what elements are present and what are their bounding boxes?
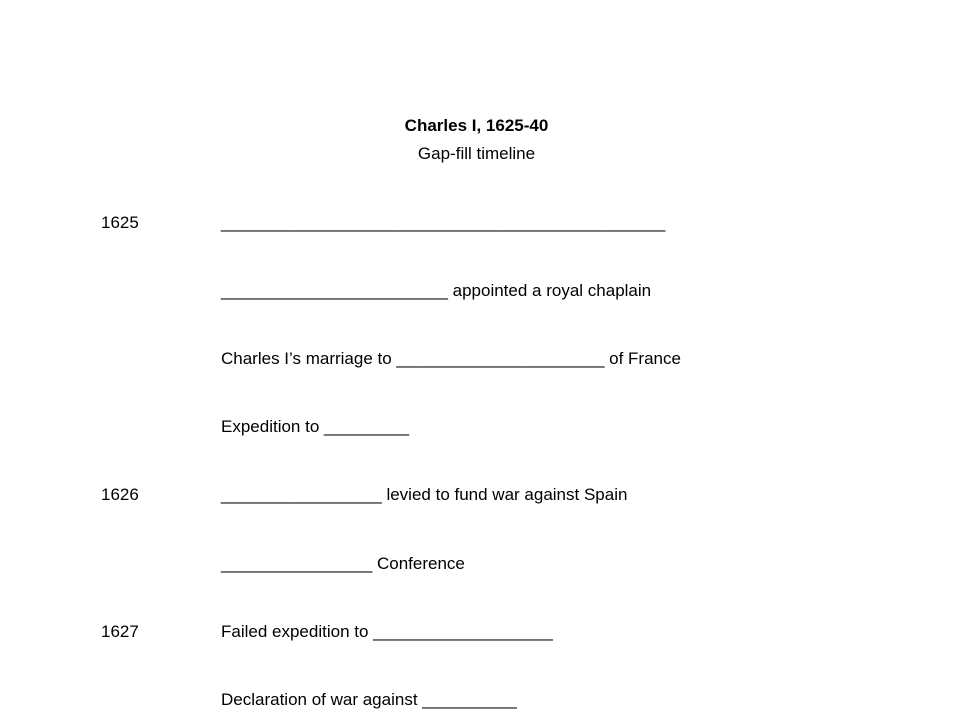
timeline-row bbox=[0, 485, 953, 509]
timeline-entry: Declaration of war against __________ bbox=[221, 690, 517, 709]
timeline-entry: Expedition to _________ bbox=[221, 417, 410, 436]
timeline-entry: Charles I’s marriage to ______________________ of France bbox=[221, 349, 681, 368]
timeline-row bbox=[0, 690, 953, 714]
timeline-row bbox=[0, 281, 953, 305]
document-subtitle: Gap-fill timeline bbox=[417, 144, 536, 163]
timeline-year: 1626 bbox=[101, 485, 139, 504]
timeline-year: 1625 bbox=[101, 213, 139, 232]
timeline-entry: ________________________ appointed a royal chaplain bbox=[221, 281, 652, 300]
timeline-row bbox=[0, 213, 953, 237]
timeline-row bbox=[0, 417, 953, 441]
document-title: Charles I, 1625-40 bbox=[404, 116, 549, 135]
timeline-row bbox=[0, 349, 953, 373]
timeline-entry: Failed expedition to ___________________ bbox=[221, 622, 553, 641]
timeline-entry: _________________ levied to fund war against Spain bbox=[221, 485, 628, 504]
timeline-entry: _______________________________________________ bbox=[221, 213, 666, 232]
timeline-row bbox=[0, 554, 953, 578]
timeline-row bbox=[0, 622, 953, 646]
timeline-entry: ________________ Conference bbox=[221, 554, 465, 573]
timeline-year: 1627 bbox=[101, 622, 139, 641]
